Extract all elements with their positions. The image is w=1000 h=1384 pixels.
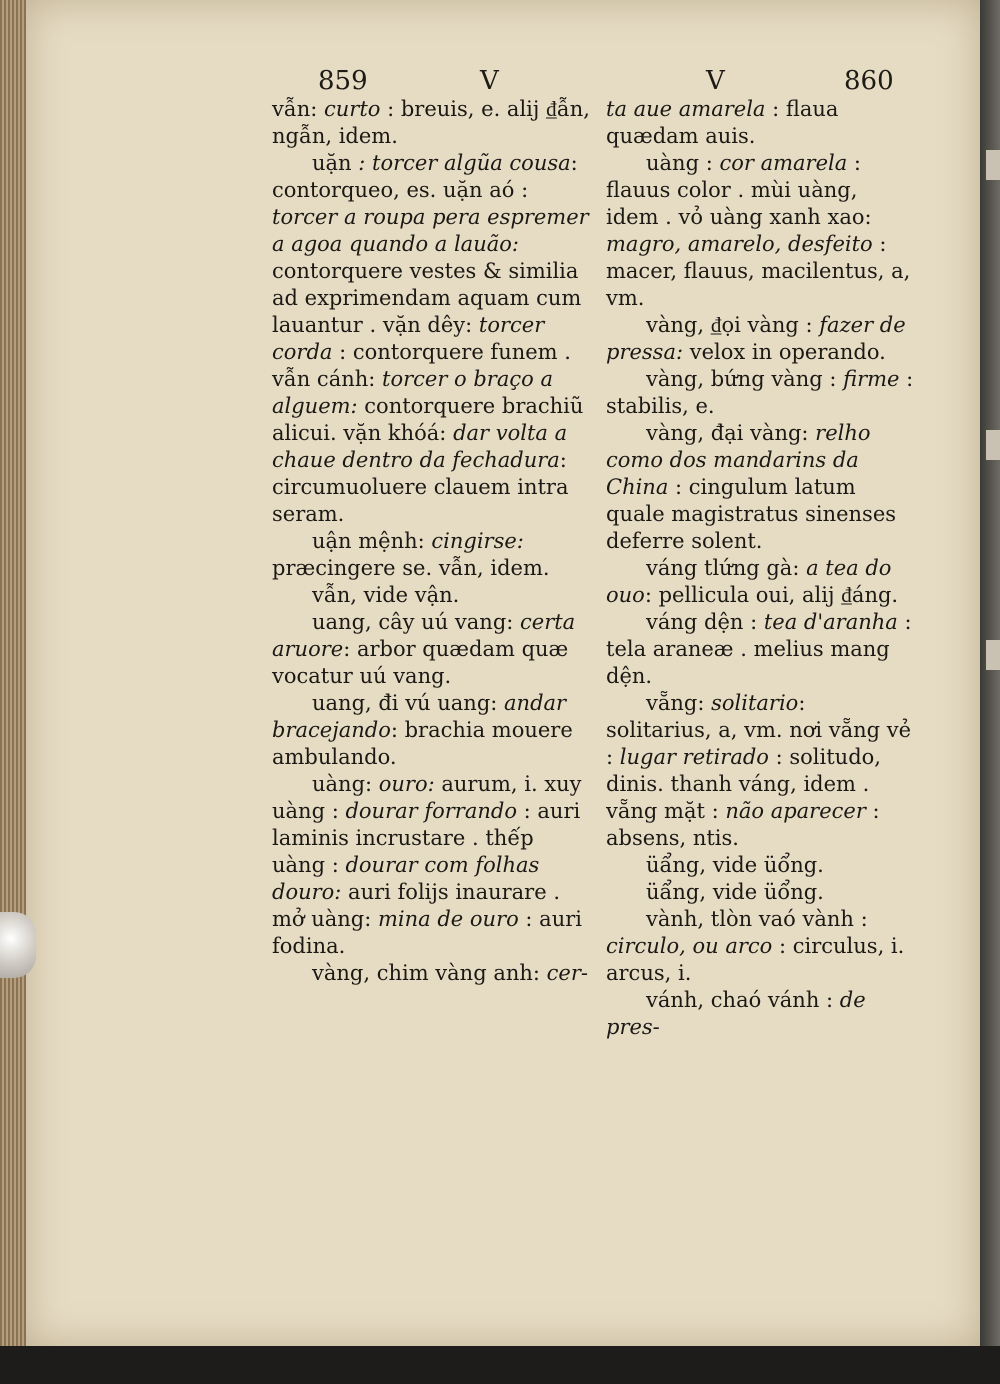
entry-text: vàng, ₫ọi vàng : bbox=[646, 313, 820, 337]
entry-text: üẩng, vide üổng. bbox=[646, 853, 824, 877]
entry-gloss-portuguese: de pres- bbox=[606, 988, 866, 1039]
running-head-right: V bbox=[706, 66, 725, 96]
entry-text: : absens, ntis. bbox=[606, 799, 880, 850]
entry-text: : brachia mouere ambulando. bbox=[272, 718, 573, 769]
entry-gloss-portuguese: relho como dos mandarins da China bbox=[606, 421, 871, 499]
dictionary-entry bbox=[272, 609, 592, 690]
entry-gloss-portuguese: circulo, ou arco bbox=[606, 934, 773, 958]
entry-gloss-portuguese: andar bracejando bbox=[272, 691, 567, 742]
entry-text: contorquere brachiũ alicui. vặn khóá: bbox=[272, 394, 584, 445]
entry-text: vàng, đại vàng: bbox=[646, 421, 816, 445]
entry-gloss-portuguese: ouro: bbox=[378, 772, 435, 796]
dictionary-entry bbox=[606, 879, 916, 906]
entry-gloss-portuguese: tea d'aranha bbox=[763, 610, 898, 634]
page-edges-left bbox=[0, 0, 26, 1346]
entry-gloss-portuguese: não aparecer bbox=[725, 799, 866, 823]
dictionary-entry bbox=[606, 852, 916, 879]
entry-gloss-portuguese: cer- bbox=[546, 961, 588, 985]
dictionary-entry bbox=[606, 366, 916, 420]
page-tab bbox=[986, 430, 1000, 460]
running-head-left: V bbox=[480, 66, 499, 96]
book-page bbox=[26, 0, 980, 1346]
entry-text: vẫn, vide vận. bbox=[312, 583, 460, 607]
dictionary-entry bbox=[606, 420, 916, 555]
dictionary-entry bbox=[272, 771, 592, 960]
entry-gloss-portuguese: : torcer algũa cousa bbox=[358, 151, 571, 175]
entry-text: uặn bbox=[312, 151, 359, 175]
entry-gloss-portuguese: torcer a roupa pera espremer a agoa quando a lauão: bbox=[272, 205, 589, 256]
entry-text: vàng, bứng vàng : bbox=[646, 367, 844, 391]
entry-text: : arbor quædam quæ vocatur uú vang. bbox=[272, 637, 569, 688]
dictionary-entry bbox=[272, 150, 592, 528]
entry-text: : contorqueo, es. uặn aó : bbox=[272, 151, 578, 202]
entry-gloss-portuguese: magro, amarelo, desfeito bbox=[606, 232, 873, 256]
entry-gloss-portuguese: dourar com folhas douro: bbox=[272, 853, 540, 904]
entry-text: vánh, chaó vánh : bbox=[646, 988, 840, 1012]
entry-text: uang, đi vú uang: bbox=[312, 691, 505, 715]
entry-gloss-portuguese: dar volta a chaue dentro da fechadura bbox=[272, 421, 568, 472]
entry-text: : pellicula oui, alij ₫áng. bbox=[644, 583, 899, 607]
entry-text: auri folijs inaurare . mở uàng: bbox=[272, 880, 560, 931]
page-number-left: 859 bbox=[318, 66, 368, 96]
entry-gloss-portuguese: firme bbox=[843, 367, 900, 391]
entry-text: præcingere se. vẫn, idem. bbox=[272, 556, 550, 580]
left-column bbox=[272, 96, 592, 987]
entry-text: : stabilis, e. bbox=[606, 367, 914, 418]
page-tab bbox=[986, 640, 1000, 670]
entry-text: vẫn: bbox=[272, 97, 325, 121]
dictionary-entry bbox=[272, 96, 592, 150]
entry-gloss-portuguese: fazer de pressa: bbox=[606, 313, 906, 364]
dictionary-entry bbox=[272, 528, 592, 582]
entry-gloss-portuguese: curto bbox=[324, 97, 381, 121]
entry-text: : solitudo, dinis. thanh váng, idem . vẵng mặt : bbox=[606, 745, 881, 823]
entry-text: uàng: bbox=[312, 772, 379, 796]
dictionary-entry bbox=[606, 150, 916, 312]
entry-text: velox in operando. bbox=[683, 340, 886, 364]
entry-text: : auri laminis incrustare . thếp uàng : bbox=[272, 799, 581, 877]
dictionary-entry bbox=[272, 690, 592, 771]
entry-gloss-portuguese: dourar forrando bbox=[345, 799, 517, 823]
entry-text: : circulus, i. arcus, i. bbox=[606, 934, 905, 985]
entry-text: : contorquere funem . vẫn cánh: bbox=[272, 340, 571, 391]
dictionary-entry bbox=[606, 555, 916, 609]
entry-gloss-portuguese: lugar retirado bbox=[619, 745, 769, 769]
entry-text: vành, tlòn vaó vành : bbox=[646, 907, 868, 931]
entry-text: üẩng, vide üổng. bbox=[646, 880, 824, 904]
dictionary-entry bbox=[606, 690, 916, 852]
book-clip bbox=[0, 912, 36, 978]
entry-text: uận mệnh: bbox=[312, 529, 432, 553]
entry-text: : circumuoluere clauem intra seram. bbox=[272, 448, 569, 526]
entry-text: : flaua quædam auis. bbox=[606, 97, 839, 148]
dictionary-entry bbox=[606, 312, 916, 366]
entry-gloss-portuguese: ta aue amarela bbox=[606, 97, 766, 121]
entry-text: : solitarius, a, vm. nơi vẵng vẻ : bbox=[606, 691, 912, 769]
entry-gloss-portuguese: cingirse: bbox=[431, 529, 524, 553]
entry-gloss-portuguese: solitario bbox=[711, 691, 799, 715]
entry-gloss-portuguese: mina de ouro bbox=[378, 907, 519, 931]
entry-gloss-portuguese: a tea do ouo bbox=[606, 556, 892, 607]
entry-text: : cingulum latum quale magistratus sinenses deferre solent. bbox=[606, 475, 897, 553]
dictionary-entry bbox=[272, 582, 592, 609]
entry-gloss-portuguese: certa aruore bbox=[272, 610, 576, 661]
entry-text: contorquere vestes & similia ad exprimendam aquam cum lauantur . vặn dêy: bbox=[272, 259, 582, 337]
entry-text: : macer, flauus, macilentus, a, vm. bbox=[606, 232, 911, 310]
entry-text: uang, cây uú vang: bbox=[312, 610, 521, 634]
page-edges-right bbox=[980, 0, 1000, 1346]
page-number-right: 860 bbox=[844, 66, 894, 96]
dictionary-entry bbox=[606, 96, 916, 150]
dictionary-entry bbox=[606, 906, 916, 987]
entry-gloss-portuguese: cor amarela bbox=[719, 151, 848, 175]
entry-text: : flauus color . mùi uàng, idem . vỏ uàng xanh xao: bbox=[606, 151, 872, 229]
right-column bbox=[606, 96, 916, 1041]
dictionary-entry bbox=[606, 609, 916, 690]
entry-gloss-portuguese: torcer o braço a alguem: bbox=[272, 367, 553, 418]
page-tab bbox=[986, 150, 1000, 180]
entry-text: váng dện : bbox=[646, 610, 764, 634]
entry-text: : breuis, e. alij ₫ẫn, ngẫn, idem. bbox=[272, 97, 590, 148]
entry-text: uàng : bbox=[646, 151, 720, 175]
entry-text: : tela araneæ . melius mang dện. bbox=[606, 610, 912, 688]
entry-gloss-portuguese: torcer corda bbox=[272, 313, 545, 364]
entry-text: : auri fodina. bbox=[272, 907, 582, 958]
entry-text: vẵng: bbox=[646, 691, 712, 715]
entry-text: vàng, chim vàng anh: bbox=[312, 961, 547, 985]
entry-text: váng tlứng gà: bbox=[646, 556, 807, 580]
dictionary-entry bbox=[606, 987, 916, 1041]
dictionary-entry bbox=[272, 960, 592, 987]
entry-text: aurum, i. xuy uàng : bbox=[272, 772, 582, 823]
